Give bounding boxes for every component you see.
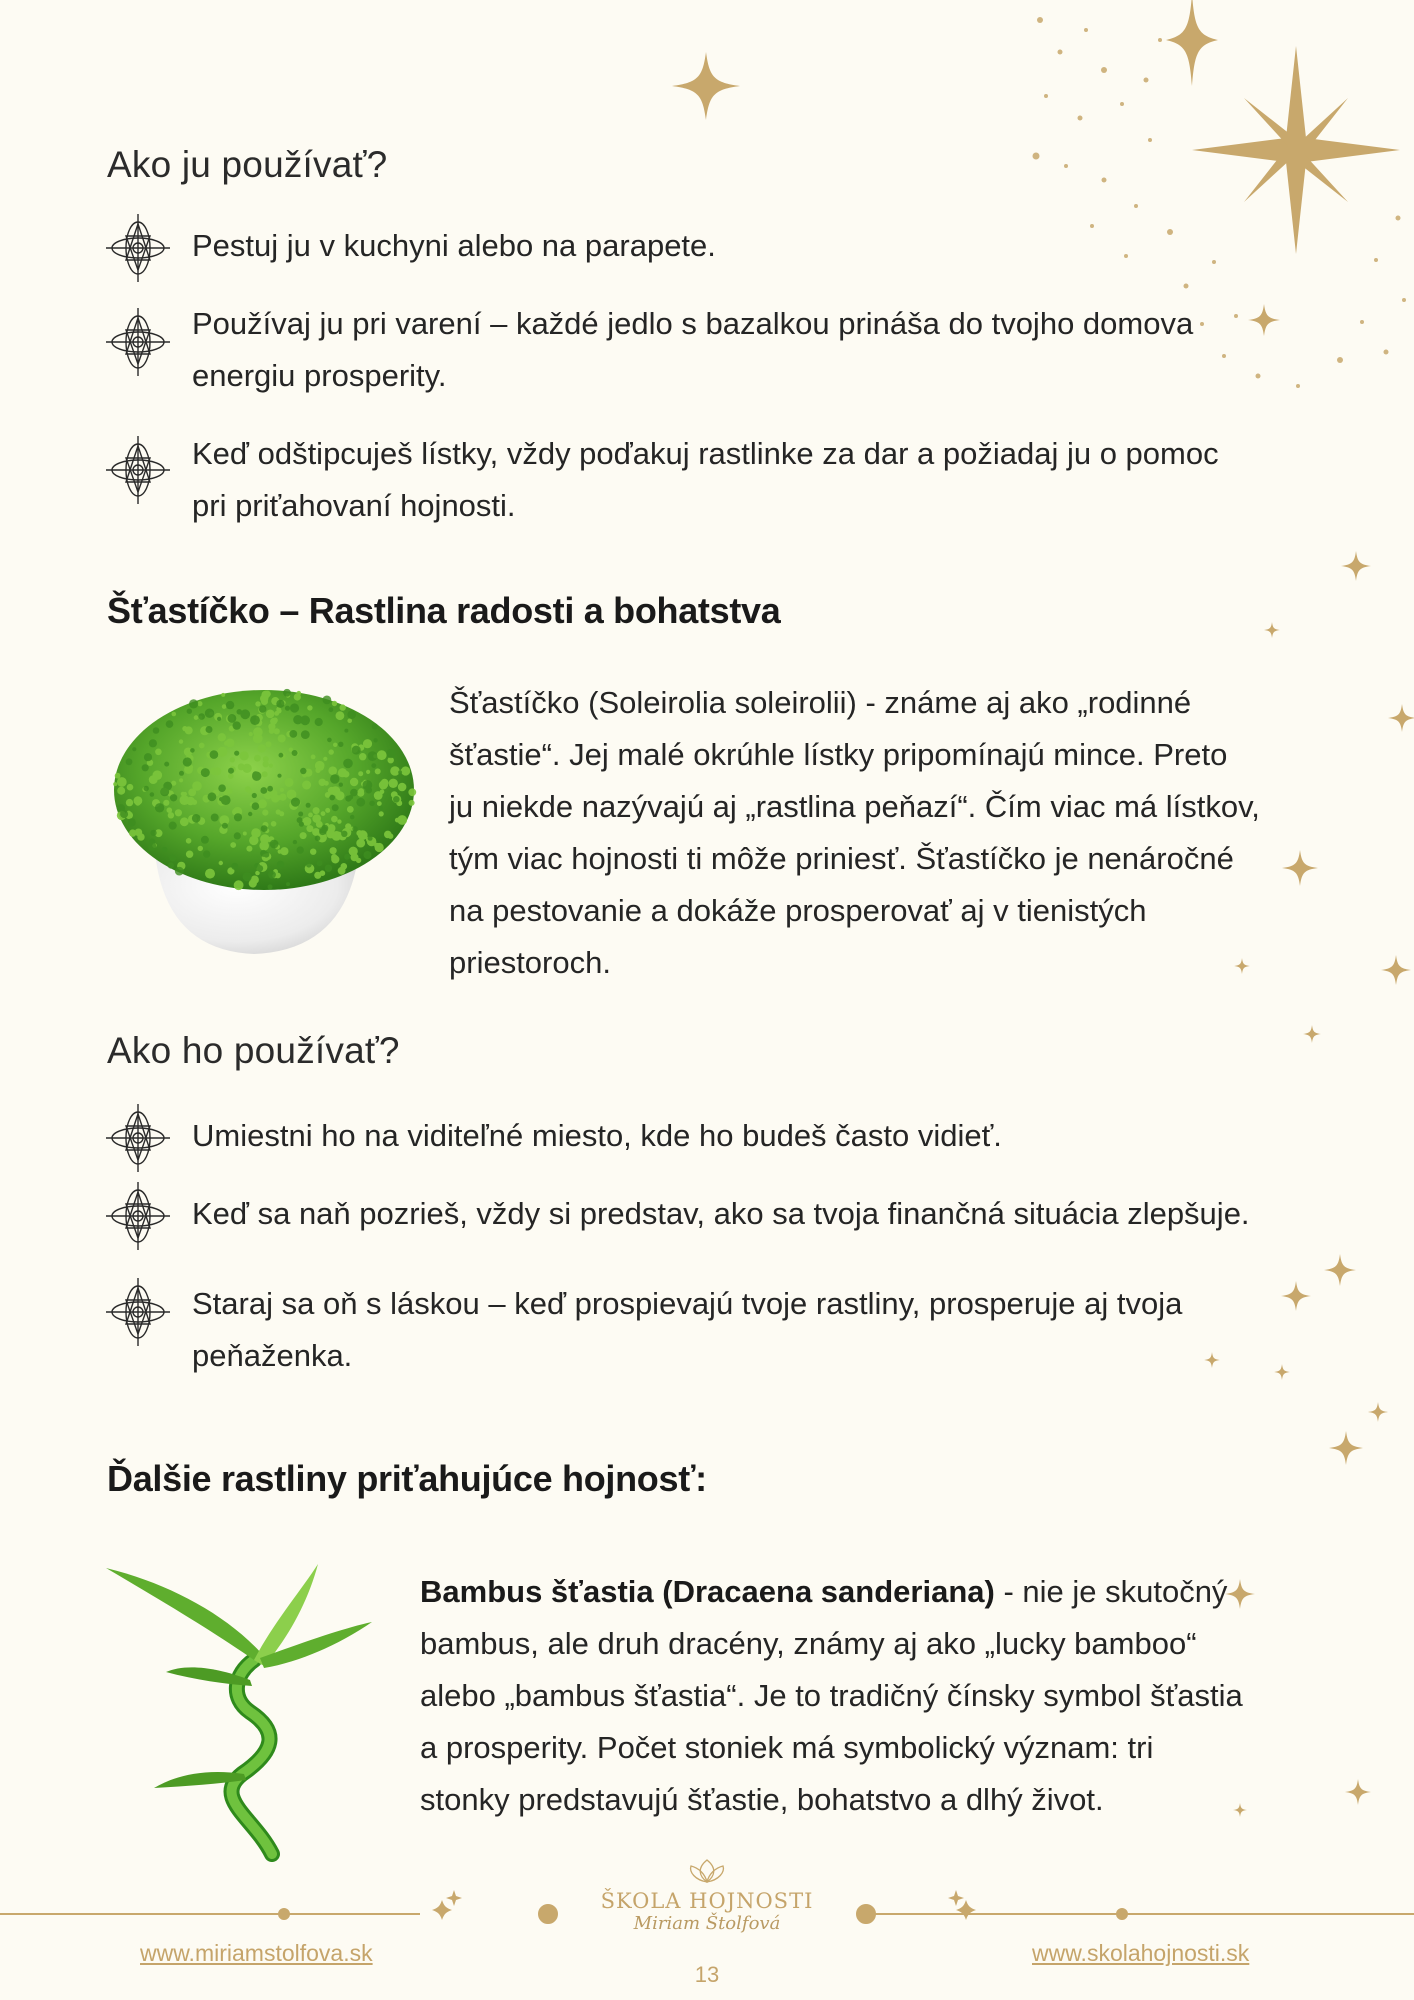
star-icon <box>672 52 740 120</box>
bullet-text: Keď odštipcuješ lístky, vždy poďakuj rastlinke za dar a požiadaj ju o pomoc pri priťahovaní hojnosti. <box>192 436 1219 523</box>
plant-heading: Šťastíčko – Rastlina radosti a bohatstva <box>107 590 781 631</box>
footer-brand-name: ŠKOLA HOJNOSTI <box>600 1889 814 1913</box>
bullet-item <box>104 212 172 289</box>
page-number: 13 <box>694 1962 720 1987</box>
more-plants-heading: Ďalšie rastliny priťahujúce hojnosť: <box>107 1458 707 1499</box>
footer-left-link[interactable]: www.miriamstolfova.sk <box>140 1940 373 1966</box>
bullet-text: Používaj ju pri varení – každé jedlo s bazalkou prináša do tvojho domova energiu prosperity. <box>192 306 1194 393</box>
lotus-icon <box>687 1858 727 1884</box>
star-icon <box>1329 1431 1363 1465</box>
bullet-text: Umiestni ho na viditeľné miesto, kde ho budeš často vidieť. <box>192 1118 1002 1153</box>
star-icon <box>1264 622 1280 638</box>
bullet-item <box>104 1102 172 1179</box>
star-icon <box>1345 1779 1371 1805</box>
bullet-item <box>104 434 172 511</box>
star-icon <box>1274 1364 1290 1380</box>
bamboo-name: Bambus šťastia (Dracaena sanderiana) <box>420 1574 995 1609</box>
sacred-geometry-icon <box>104 1180 172 1252</box>
sacred-geometry-icon <box>104 1102 172 1174</box>
bullet-text: Staraj sa oň s láskou – keď prospievajú tvoje rastliny, prosperuje aj tvoja peňaženka. <box>192 1286 1183 1373</box>
lucky-bamboo-image <box>104 1562 384 1862</box>
sacred-geometry-icon <box>104 306 172 378</box>
star-icon <box>1381 955 1411 985</box>
bullet-item <box>104 1276 172 1353</box>
star-icon <box>1303 1025 1321 1043</box>
star-icon <box>1204 1352 1220 1368</box>
sacred-geometry-icon <box>104 1276 172 1348</box>
section-heading: Ako ju používať? <box>107 144 388 185</box>
footer-brand-logo <box>600 1858 814 1934</box>
bamboo-description: Bambus šťastia (Dracaena sanderiana) - nie je skutočný bambus, ale druh dracény, známy aj ako „lucky bamboo“ alebo „bambus šťastia“. Je to tradičný čínsky symbol šťastia a prosperity. Počet stoniek má symbolický význam: tri stonky predstavujú šťastie, bohatstvo a dlhý život. <box>420 1574 1243 1817</box>
star-icon <box>1324 1254 1356 1286</box>
sacred-geometry-icon <box>104 212 172 284</box>
star-icon <box>1388 704 1414 732</box>
baby-tears-plant-image <box>104 670 424 960</box>
star-icon <box>1341 551 1371 581</box>
footer-signature: Miriam Štolfová <box>633 1913 781 1934</box>
star-icon <box>1368 1402 1388 1422</box>
bullet-text: Keď sa naň pozrieš, vždy si predstav, ako sa tvoja finančná situácia zlepšuje. <box>192 1196 1250 1231</box>
compass-star-icon <box>1192 46 1400 254</box>
section-heading: Ako ho používať? <box>107 1030 400 1071</box>
bullet-item <box>104 306 172 383</box>
sacred-geometry-icon <box>104 434 172 506</box>
star-icon <box>1248 304 1280 336</box>
plant-description: Šťastíčko (Soleirolia soleirolii) - známe aj ako „rodinné šťastie“. Jej malé okrúhle lístky pripomínajú mince. Preto ju niekde nazývajú aj „rastlina peňazí“. Čím viac má lístkov, tým viac hojnosti ti môže priniesť. Šťastíčko je nenáročné na pestovanie a dokáže prosperovať aj v tienistých priestoroch. <box>449 685 1260 980</box>
bullet-text: Pestuj ju v kuchyni alebo na parapete. <box>192 228 716 263</box>
star-icon <box>1166 0 1218 86</box>
footer-right-link[interactable]: www.skolahojnosti.sk <box>1032 1940 1250 1966</box>
star-icon <box>1281 1281 1311 1311</box>
bullet-item <box>104 1180 172 1257</box>
